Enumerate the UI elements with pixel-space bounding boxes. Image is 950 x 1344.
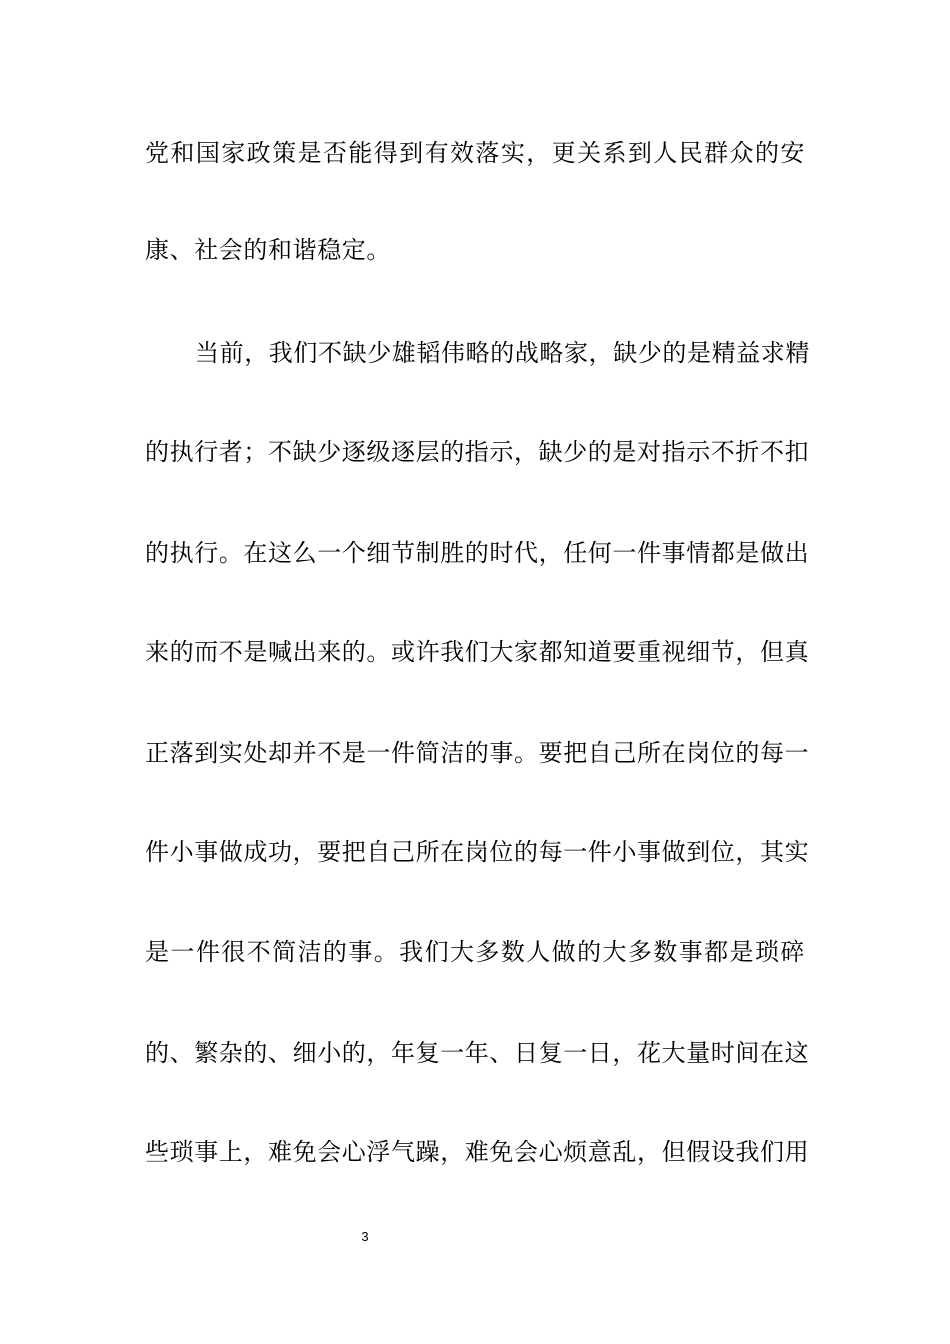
paragraph-first-line: 当前，我们不缺少雄韬伟略的战略家，缺少的是精益求精 <box>195 339 810 367</box>
text-line: 党和国家政策是否能得到有效落实，更关系到人民群众的安 <box>145 139 805 167</box>
text-line: 的执行者；不缺少逐级逐层的指示，缺少的是对指示不折不扣 <box>145 438 810 466</box>
text-line: 件小事做成功，要把自己所在岗位的每一件小事做到位，其实 <box>145 838 810 866</box>
text-line: 正落到实处却并不是一件简洁的事。要把自己所在岗位的每一 <box>145 739 810 767</box>
text-line: 些琐事上，难免会心浮气躁，难免会心烦意乱，但假设我们用 <box>145 1138 810 1166</box>
text-line: 康、社会的和谐稳定。 <box>145 236 391 264</box>
text-line: 来的而不是喊出来的。或许我们大家都知道要重视细节，但真 <box>145 638 810 666</box>
text-line: 的、繁杂的、细小的，年复一年、日复一日，花大量时间在这 <box>145 1039 810 1067</box>
text-line: 的执行。在这么一个细节制胜的时代，任何一件事情都是做出 <box>145 539 810 567</box>
page-number: 3 <box>361 1229 369 1244</box>
text-line: 是一件很不简洁的事。我们大多数人做的大多数事都是琐碎 <box>145 938 805 966</box>
